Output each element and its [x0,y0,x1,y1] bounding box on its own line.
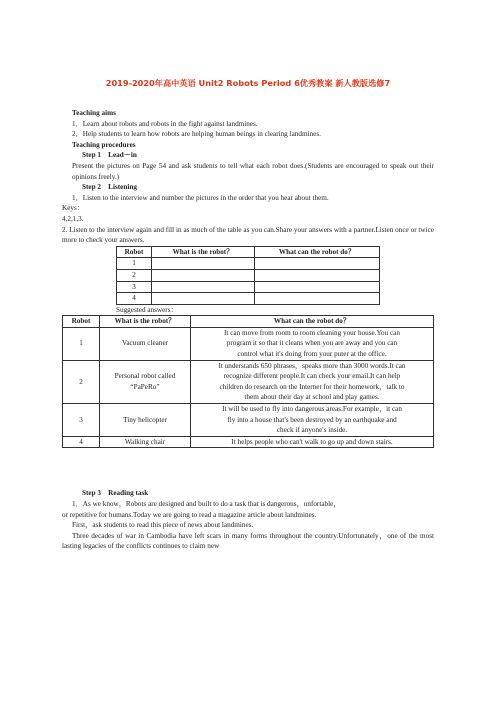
step2-item2: 2. Listen to the interview again and fill in as much of the table as you can.Share your answers with a partner.Listen once or twice more to check your answers. [62,225,434,245]
table-header: Robot [63,316,100,328]
robot-ability: It helps people who can't walk to go up and down stairs. [191,436,434,448]
table-row [117,293,380,305]
page-title: 2019-2020年高中英语 Unit2 Robots Period 6优秀教案 新人教版选修7 [105,78,391,88]
blank-cell[interactable] [152,293,255,305]
step3-item1: 1．As we know，Robots are designed and built to do a task that is dangerous，unfortable， [72,500,341,508]
blank-cell[interactable] [255,258,380,270]
blank-cell[interactable] [255,293,380,305]
aim-item: 2．Help students to learn how robots are helping human beings in clearing landmines. [72,130,321,139]
robot-number: 2 [63,360,100,403]
table-header: What can the robot do？ [255,246,380,258]
step3-paragraph: Three decades of war in Cambodia have left scars in many forms throughout the country.Unfortunately，one of the most lasting legacies of the conflicts continues to claim new [62,531,434,551]
aim-item: 1．Learn about robots and robots in the fight against landmines. [72,119,258,128]
step2-item1: 1．Listen to the interview and number the pictures in the order that you hear about them. [72,193,329,202]
procedures-heading: Teaching procedures [72,140,136,149]
table-cell: 4 [117,293,152,305]
keys-value: 4,2,1,3. [62,214,84,223]
answer-table-blank [116,246,380,305]
teaching-aims-heading: Teaching aims [72,109,116,117]
blank-cell[interactable] [152,269,255,281]
table-cell: 1 [117,258,152,270]
robot-name: Vacuum cleaner [100,327,191,360]
robot-name: Tiny helicopter [100,404,191,437]
robot-ability: It can move from room to room cleaning your house.You can program it so that it cleans when you are away and you can control what it's doing from your puter at the office. [191,327,434,360]
table-row [117,269,380,281]
table-cell: 3 [117,281,152,293]
table-header: What can the robot do？ [191,316,434,328]
suggested-answers-label: Suggested answers： [116,305,178,314]
table-row [63,327,434,360]
step1-heading: Step 1 Lead－in [82,151,137,160]
keys-label: Keys： [62,204,84,213]
robot-ability: It understands 650 phrases，speaks more than 3000 words.It can recognize different people.It can check your email.It can help children do research on the Internet for their homework，talk to them about their day at school and play games. [191,360,434,403]
table-row [117,258,380,270]
table-row [63,436,434,448]
blank-cell[interactable] [255,281,380,293]
blank-cell[interactable] [152,281,255,293]
step3-item1-cont: or repetitive for humans.Today we are going to read a magazine article about landmines. [62,510,317,519]
step3-first: First，ask students to read this piece of news about landmines. [72,521,254,530]
suggested-answers-table [62,315,434,448]
step2-heading: Step 2 Listening [82,183,137,192]
step1-text: Present the pictures on Page 54 and ask students to tell what each robot does.(Students are encouraged to speak out their opinions freely.) [72,161,434,181]
table-header: What is the robot？ [152,246,255,258]
robot-number: 1 [63,327,100,360]
robot-ability: It will be used to fly into dangerous areas.For example，it can fly into a house that's been destroyed by an earthquake and check if anyone's inside. [191,404,434,437]
table-cell: 2 [117,269,152,281]
table-row [63,404,434,437]
blank-cell[interactable] [255,269,380,281]
table-row [117,281,380,293]
table-row [63,360,434,403]
robot-number: 4 [63,436,100,448]
robot-name: Walking chair [100,436,191,448]
robot-number: 3 [63,404,100,437]
robot-name: Personal robot called “PaPeRo” [100,360,191,403]
document-body [62,108,434,552]
blank-cell[interactable] [152,258,255,270]
table-header: What is the robot？ [100,316,191,328]
table-header: Robot [117,246,152,258]
step3-heading: Step 3 Reading task [82,489,149,498]
